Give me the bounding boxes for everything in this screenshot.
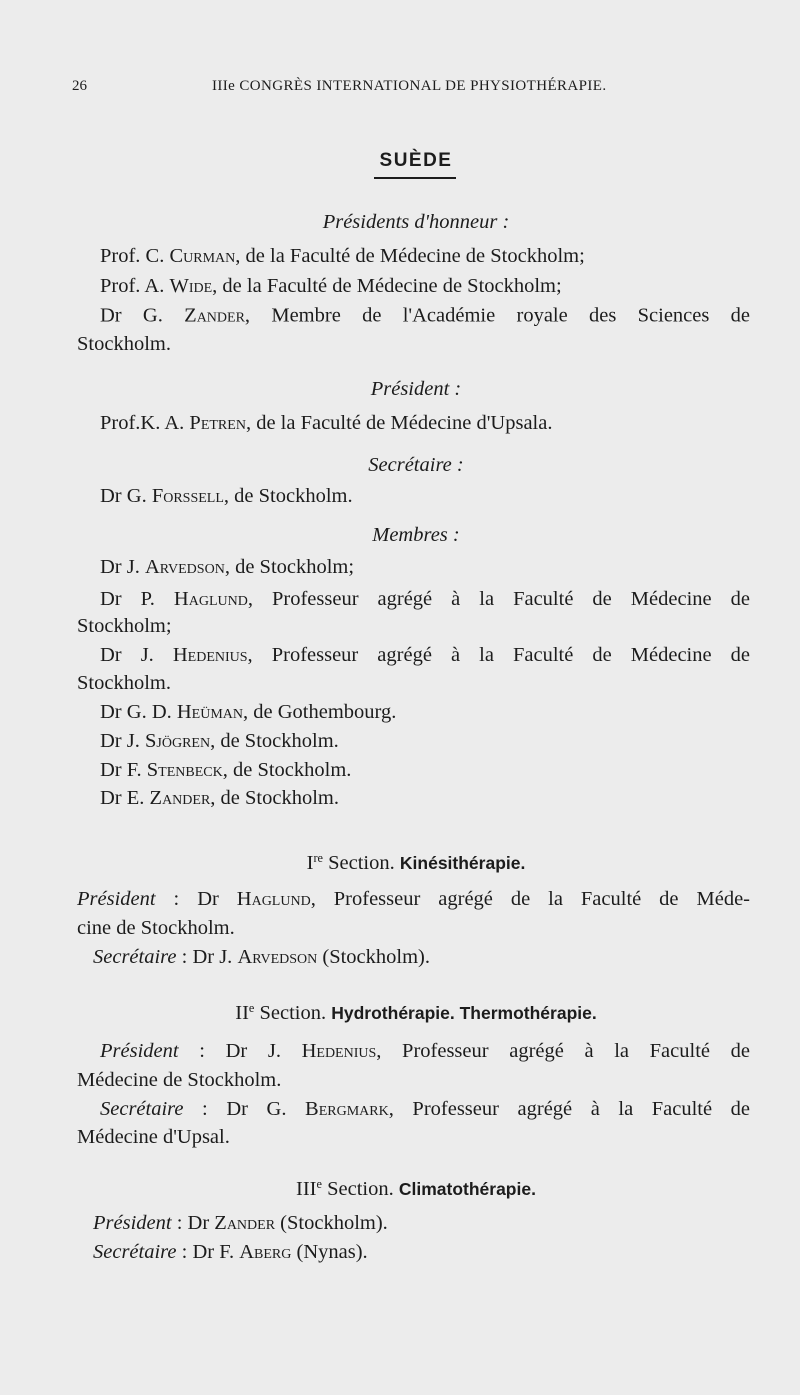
entry-wide: Prof. A. Wide, de la Faculté de Médecine de Stockholm;: [100, 275, 562, 297]
section-3-president: Président : Dr Zander (Stockholm).: [93, 1212, 388, 1234]
entry-curman: Prof. C. Curman, de la Faculté de Médecine de Stockholm;: [100, 245, 585, 267]
member-hedenius: Dr J. Hedenius, Professeur agrégé à la Faculté de Médecine de: [100, 644, 750, 666]
heading-membres: Membres :: [372, 524, 460, 546]
section-2-secretaire-cont: Médecine d'Upsal.: [77, 1126, 230, 1148]
section-2-president-cont: Médecine de Stockholm.: [77, 1069, 282, 1091]
section-1-president: Président : Dr Haglund, Professeur agrégé de la Faculté de Méde-: [77, 888, 750, 910]
member-zander: Dr E. Zander, de Stockholm.: [100, 787, 339, 809]
entry-forssell: Dr G. Forssell, de Stockholm.: [100, 485, 353, 507]
member-haglund-cont: Stockholm;: [77, 615, 172, 637]
section-3-heading: IIIe Section. Climatothérapie.: [296, 1177, 536, 1200]
member-haglund: Dr P. Haglund, Professeur agrégé à la Faculté de Médecine de: [100, 588, 750, 610]
entry-zander-honneur-cont: Stockholm.: [77, 333, 171, 355]
page-number: 26: [72, 78, 87, 94]
running-title: IIIe CONGRÈS INTERNATIONAL DE PHYSIOTHÉRAPIE.: [212, 78, 607, 94]
member-hedenius-cont: Stockholm.: [77, 672, 171, 694]
entry-zander-honneur: Dr G. Zander, Membre de l'Académie royale des Sciences de: [100, 304, 750, 327]
page-title: SUÈDE: [379, 150, 453, 171]
member-sjogren: Dr J. Sjögren, de Stockholm.: [100, 730, 339, 752]
heading-secretaire: Secrétaire :: [368, 454, 464, 476]
member-heuman: Dr G. D. Heüman, de Gothembourg.: [100, 701, 397, 723]
section-1-heading: Ire Section. Kinésithérapie.: [306, 851, 526, 874]
section-1-secretaire: Secrétaire : Dr J. Arvedson (Stockholm).: [93, 946, 430, 968]
member-arvedson: Dr J. Arvedson, de Stockholm;: [100, 556, 355, 578]
section-2-president: Président : Dr J. Hedenius, Professeur agrégé à la Faculté de: [100, 1040, 750, 1062]
heading-president: Président :: [370, 378, 462, 400]
entry-petren: Prof.K. A. Petren, de la Faculté de Médecine d'Upsala.: [100, 412, 553, 434]
title-underline: [374, 177, 456, 179]
member-stenbeck: Dr F. Stenbeck, de Stockholm.: [100, 759, 352, 781]
heading-presidents-honneur: Présidents d'honneur :: [322, 211, 510, 233]
section-1-president-cont: cine de Stockholm.: [77, 917, 235, 939]
section-2-secretaire: Secrétaire : Dr G. Bergmark, Professeur agrégé à la Faculté de: [100, 1098, 751, 1120]
section-2-heading: IIe Section. Hydrothérapie. Thermothérapie.: [235, 1001, 597, 1024]
section-3-secretaire: Secrétaire : Dr F. Aberg (Nynas).: [93, 1241, 368, 1263]
